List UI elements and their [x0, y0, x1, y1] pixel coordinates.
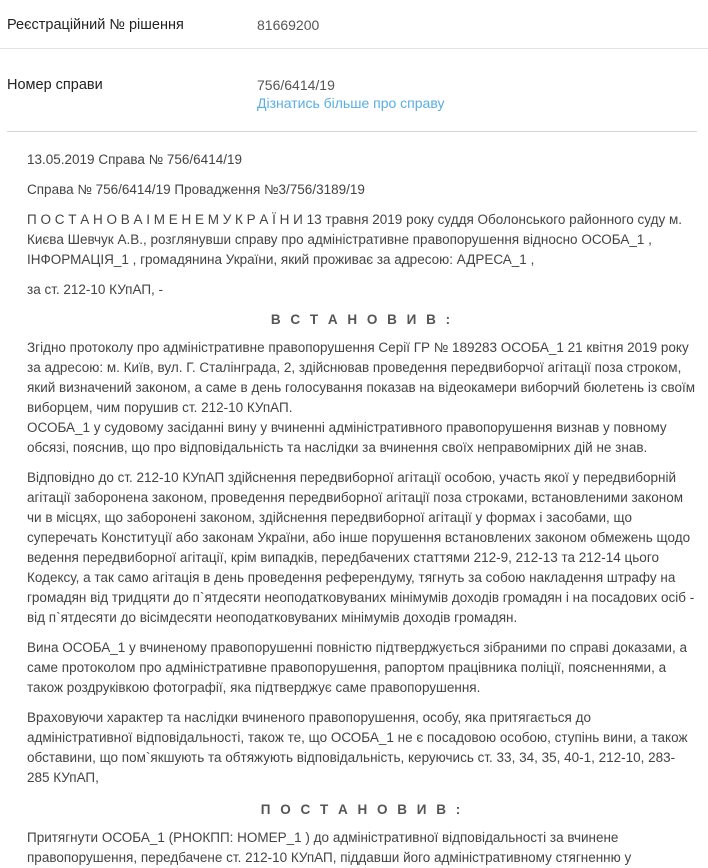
divider — [0, 48, 708, 49]
doc-paragraph: Вина ОСОБА_1 у вчиненому правопорушенні повністю підтверджується зібраними по справі доказами, а саме протоколом про адміністративне правопорушення, рапортом працівника поліції, поясненнями, а також роздруківкою фотографії, яка підтверджує саме правопорушення. — [27, 640, 687, 695]
doc-paragraph: Згідно протоколу про адміністративне правопорушення Серії ГР № 189283 ОСОБА_1 21 квітня 2019 року за адресою: м. Київ, вул. Г. Сталінграда, 2, здійснював проведення передвиборчої агітації поза строком, який визначений законом, а саме в день голосування показав на відеокамери виборчий бюлетень із своїм виборцем, чим порушив ст. 212-10 КУпАП. — [27, 340, 696, 415]
case-details-link[interactable]: Дізнатись більше про справу — [257, 95, 445, 111]
doc-article-line: за ст. 212-10 КУпАП, - — [27, 282, 164, 297]
doc-case-line: Справа № 756/6414/19 Провадження №3/756/3189/19 — [27, 182, 365, 197]
divider — [7, 131, 697, 132]
doc-date-line: 13.05.2019 Справа № 756/6414/19 — [27, 152, 242, 167]
section-heading-established: В С Т А Н О В И В : — [270, 312, 454, 327]
doc-paragraph: Враховуючи характер та наслідки вчиненого правопорушення, особу, яка притягається до адміністративної відповідальності, також те, що ОСОБА_1 не є посадовою особою, ступінь вини, а також обставини, що пом`якшують та обтяжують відповідальність, керуючись ст. 33, 34, 35, 40-1, 212-10, 283-285 КУпАП, — [27, 710, 688, 785]
doc-paragraph: Відповідно до ст. 212-10 КУпАП здійснення передвиборної агітації особою, участь якої у передвиборній агітації заборонена законом, проведення передвиборної агітації поза строками, встановленими законом чи в місцях, що заборонені законом, здійснення передвиборної агітації у формах і засобами, що суперечать Конституції або законам України, або інше порушення встановлених законом обмежень щодо ведення передвиборної агітації, крім випадків, передбачених статтями 212-9, 212-13 та 212-14 цього Кодексу, а так само агітація в день проведення референдуму, тягнуть за собою накладення штрафу на громадян від тридцяти до п`ятдесяти неоподатковуваних мінімумів доходів громадян і на посадових осіб - від п`ятдесяти до вісімдесяти неоподатковуваних мінімумів доходів громадян. — [27, 470, 695, 625]
section-heading-resolved: П О С Т А Н О В И В : — [260, 802, 464, 817]
doc-paragraph: ОСОБА_1 у судовому засіданні вину у вчиненні адміністративного правопорушення визнав у повному обсязі, пояснив, що про відповідальність та наслідки за вчинення своїх неправомірних дій не знав. — [27, 420, 667, 455]
decision-text — [27, 140, 697, 868]
registration-number-label: Реєстраційний № рішення — [7, 17, 184, 33]
doc-paragraph: Притягнути ОСОБА_1 (РНОКПП: НОМЕР_1 ) до адміністративної відповідальності за вчинене правопорушення, передбачене ст. 212-10 КУпАП, піддавши його адміністративному стягненню у — [27, 830, 632, 865]
registration-number-value: 81669200 — [257, 17, 320, 33]
case-number-value: 756/6414/19 — [257, 77, 335, 93]
case-number-label: Номер справи — [7, 77, 103, 93]
doc-intro-paragraph: П О С Т А Н О В А І М Е Н Е М У К Р А Ї Н И 13 травня 2019 року суддя Оболонського районного суду м. Києва Шевчук А.В., розглянувши справу про адміністративне правопорушення відносно ОСОБА_1 , ІНФОРМАЦІЯ_1 , громадянина України, який проживає за адресою: АДРЕСА_1 , — [27, 212, 683, 267]
